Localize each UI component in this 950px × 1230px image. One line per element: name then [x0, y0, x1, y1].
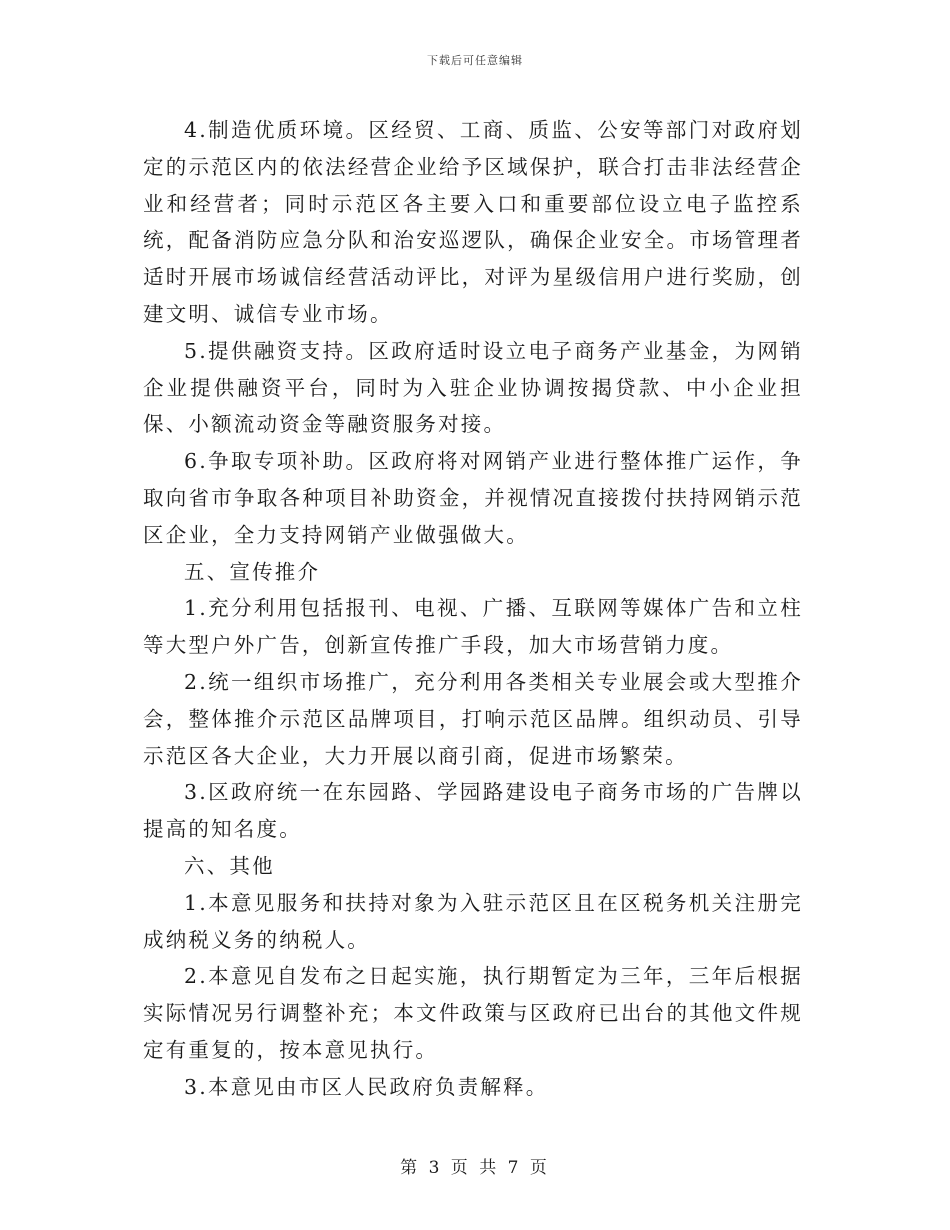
paragraph-eligibility: 1.本意见服务和扶持对象为入驻示范区且在区税务机关注册完成纳税义务的纳税人。 — [143, 890, 803, 952]
paragraph-subsidy: 6.争取专项补助。区政府将对网销产业进行整体推广运作，争取向省市争取各种项目补助资金，并视情况直接拨付扶持网销示范区企业，全力支持网销产业做强做大。 — [143, 449, 803, 547]
section-heading-other: 六、其他 — [184, 853, 275, 878]
section-heading-promotion: 五、宣传推介 — [184, 559, 321, 584]
document-body — [143, 112, 803, 1106]
paragraph-interpretation: 3.本意见由市区人民政府负责解释。 — [184, 1074, 549, 1099]
header-note: 下载后可任意编辑 — [427, 54, 523, 67]
paragraph-effective-date: 2.本意见自发布之日起实施，执行期暂定为三年，三年后根据实际情况另行调整补充；本文件政策与区政府已出台的其他文件规定有重复的，按本意见执行。 — [143, 964, 803, 1062]
paragraph-media-ads: 1.充分利用包括报刊、电视、广播、互联网等媒体广告和立柱等大型户外广告，创新宣传推广手段，加大市场营销力度。 — [143, 596, 803, 658]
paragraph-environment: 4.制造优质环境。区经贸、工商、质监、公安等部门对政府划定的示范区内的依法经营企业给予区域保护，联合打击非法经营企业和经营者；同时示范区各主要入口和重要部位设立电子监控系统，配备消防应急分队和治安巡逻队，确保企业安全。市场管理者适时开展市场诚信经营活动评比，对评为星级信用户进行奖励，创建文明、诚信专业市场。 — [143, 118, 803, 326]
paragraph-financing: 5.提供融资支持。区政府适时设立电子商务产业基金，为网销企业提供融资平台，同时为入驻企业协调按揭贷款、中小企业担保、小额流动资金等融资服务对接。 — [143, 338, 803, 437]
page-number: 第 3 页 共 7 页 — [400, 1158, 550, 1178]
paragraph-billboards: 3.区政府统一在东园路、学园路建设电子商务市场的广告牌以提高的知名度。 — [143, 780, 803, 842]
paragraph-market-promotion: 2.统一组织市场推广，充分利用各类相关专业展会或大型推介会，整体推介示范区品牌项目，打响示范区品牌。组织动员、引导示范区各大企业，大力开展以商引商，促进市场繁荣。 — [143, 669, 803, 768]
